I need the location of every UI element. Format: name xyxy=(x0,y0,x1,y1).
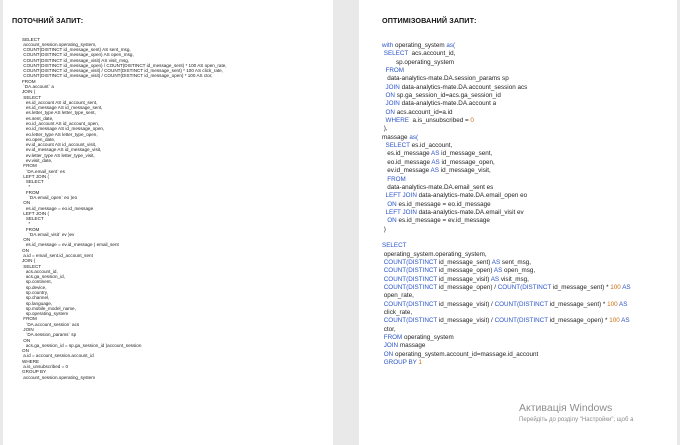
code-line: eo.id_message AS id_message_open, xyxy=(22,126,105,132)
code-line: SELECT xyxy=(22,263,42,269)
sql-keyword: SELECT xyxy=(382,242,407,250)
code-line xyxy=(382,167,631,175)
code-text: a.is_unsubscribed = xyxy=(408,117,471,125)
code-line xyxy=(382,201,631,209)
code-line: COUNT(DISTINCT id_message_visit) / COUNT(DISTINCT id_message_open) * 100 AS ctor, xyxy=(22,73,213,79)
code-line xyxy=(382,209,631,217)
code-line xyxy=(382,292,631,300)
code-line: FROM xyxy=(22,189,40,195)
code-line: `DA.account` a xyxy=(22,84,54,90)
code-line xyxy=(382,301,631,309)
sql-number: 1 xyxy=(418,359,423,367)
sql-keyword: ON xyxy=(387,200,397,208)
sql-keyword: COUNT(DISTINCT xyxy=(494,317,548,325)
code-line xyxy=(382,317,631,325)
document-page-current-query xyxy=(3,0,333,445)
sql-keyword: COUNT(DISTINCT xyxy=(383,258,438,266)
code-line: JOIN ( xyxy=(22,258,36,264)
code-line xyxy=(382,351,631,359)
code-text: data-analytics-mate.DA.account a xyxy=(399,100,497,108)
code-text: id_message_sent) xyxy=(437,258,492,266)
sql-keyword: FROM xyxy=(387,175,406,183)
code-line: FROM xyxy=(22,316,37,322)
code-text: eo.id_message xyxy=(382,158,432,166)
code-text: visit_msg, xyxy=(499,275,529,283)
code-line: * xyxy=(22,221,31,227)
code-line: LEFT JOIN ( xyxy=(22,210,49,216)
code-line xyxy=(382,234,631,242)
optimized-query-code xyxy=(382,42,631,367)
code-line xyxy=(382,192,631,200)
sql-keyword: ON xyxy=(385,108,395,116)
sql-keyword: AS xyxy=(621,317,630,325)
code-line: COUNT(DISTINCT id_message_open) / COUNT(DISTINCT id_message_sent) * 100 AS open_rate, xyxy=(22,62,227,68)
code-text: id_message_visit) / xyxy=(437,317,495,325)
code-line xyxy=(382,359,631,367)
code-line: `DA.email_sent` es xyxy=(22,168,65,174)
code-line xyxy=(382,159,631,167)
code-line xyxy=(382,284,631,292)
code-line: account_session.operating_system, xyxy=(22,41,97,47)
sql-keyword: COUNT(DISTINCT xyxy=(383,317,438,325)
code-line xyxy=(382,109,631,117)
sql-keyword: with xyxy=(382,42,394,49)
code-text: open_rate, xyxy=(382,292,414,300)
code-line: ev.id_message AS id_message_visit, xyxy=(22,147,102,153)
sql-keyword: ON xyxy=(387,217,397,225)
code-line xyxy=(382,84,631,92)
code-text: es.id_message = eo.id_message xyxy=(396,200,491,208)
code-line: ev.visit_date, xyxy=(22,157,53,163)
sql-keyword: AS xyxy=(491,258,501,266)
code-text: sp.operating_system xyxy=(382,58,455,66)
code-text: acs.account_id=a.id xyxy=(394,108,453,116)
code-line xyxy=(382,326,631,334)
code-line xyxy=(382,142,631,150)
code-line: `DA.session_params` sp xyxy=(22,332,77,338)
code-line: * xyxy=(22,184,31,190)
code-text: id_message_open) / xyxy=(437,283,498,291)
code-text: data-analytics-mate.DA.account_session acs xyxy=(399,83,528,91)
code-line xyxy=(382,117,631,125)
code-line xyxy=(382,184,631,192)
sql-keyword: as( xyxy=(446,42,456,49)
code-line: SELECT xyxy=(22,179,44,185)
watermark-title: Активація Windows xyxy=(519,402,613,414)
code-line: sp.country, xyxy=(22,290,48,295)
code-line xyxy=(382,75,631,83)
code-line: GROUP BY xyxy=(22,369,47,375)
code-line: account_session.operating_system xyxy=(22,374,96,380)
code-line: JOIN ( xyxy=(22,89,36,95)
code-text: id_message_sent) * xyxy=(551,283,611,291)
code-line: sp.device, xyxy=(22,284,47,290)
code-text: data-analytics-mate.DA.email_sent es xyxy=(382,183,494,191)
code-line xyxy=(382,259,631,267)
code-text: es.id_message xyxy=(382,150,432,158)
code-text: massage xyxy=(398,342,426,350)
code-line: es.id_message = eo.id_message xyxy=(22,205,94,211)
code-line: acs.ga_session_id = sp.ga_session_id )account_session xyxy=(22,342,142,348)
sql-keyword: COUNT(DISTINCT xyxy=(494,300,548,308)
sql-keyword: ON xyxy=(383,350,394,358)
code-line xyxy=(382,67,631,75)
code-line xyxy=(382,251,631,259)
code-line: es.id_message = ev.id_message ) email_sent xyxy=(22,242,119,248)
sql-keyword: COUNT(DISTINCT xyxy=(383,275,438,283)
code-text: id_message_open) xyxy=(437,267,494,275)
code-line: eo.open_date, xyxy=(22,136,56,142)
code-text: ), xyxy=(382,125,388,133)
sql-keyword: SELECT xyxy=(383,50,409,58)
code-line xyxy=(382,276,631,284)
sql-keyword: WHERE xyxy=(385,117,409,125)
sql-keyword: AS xyxy=(430,167,439,175)
code-line xyxy=(382,100,631,108)
code-line: COUNT(DISTINCT id_message_sent) AS sent_msg, xyxy=(22,47,131,53)
code-text: id_message_visit) / xyxy=(437,300,495,308)
code-line: JOIN xyxy=(22,326,34,332)
code-text: click_rate, xyxy=(382,309,413,316)
code-line: acs.ga_session_id, xyxy=(22,274,65,280)
code-text: operating_system xyxy=(393,42,447,49)
code-line: COUNT(DISTINCT id_message_visit) AS visit_msg, xyxy=(22,57,130,63)
code-line: es.id_message AS id_message_sent, xyxy=(22,105,103,111)
optimized-query-heading: ОПТИМІЗОВАНИЙ ЗАПИТ: xyxy=(382,16,477,25)
code-line: ON xyxy=(22,348,29,354)
code-line xyxy=(382,217,631,225)
code-line: a.is_unsubscribed = 0 xyxy=(22,363,69,369)
code-text: es.id_account, xyxy=(409,142,453,150)
code-line xyxy=(382,134,631,142)
code-line: a.id = account_session.account_id xyxy=(22,353,94,359)
code-line: ON xyxy=(22,337,31,343)
code-line xyxy=(382,50,631,58)
code-line xyxy=(382,334,631,342)
current-query-heading: ПОТОЧНИЙ ЗАПИТ: xyxy=(12,16,84,25)
windows-activation-watermark xyxy=(519,402,633,423)
code-line xyxy=(382,150,631,158)
code-text: ctor, xyxy=(382,325,396,333)
code-line xyxy=(382,267,631,275)
sql-keyword: COUNT(DISTINCT xyxy=(497,283,552,291)
sql-keyword: COUNT(DISTINCT xyxy=(383,300,438,308)
watermark-subtitle: Перейдіть до розділу "Настройки", щоб а xyxy=(519,417,634,423)
sql-keyword: AS xyxy=(493,267,503,275)
code-text: id_message_sent, xyxy=(439,150,493,158)
code-text: operating_system.account_id=massage.id_account xyxy=(393,350,539,358)
code-text: id_message_visit, xyxy=(438,167,491,175)
code-line: LEFT JOIN ( xyxy=(22,173,49,179)
code-line: ev.id_account AS id_account_visit, xyxy=(22,142,97,148)
code-text: open_msg, xyxy=(502,267,536,275)
sql-keyword: GROUP BY xyxy=(383,359,417,367)
sql-keyword: AS xyxy=(490,275,500,283)
code-text: ev.id_message xyxy=(382,167,431,175)
code-line: sp.operating_system xyxy=(22,311,69,317)
code-line xyxy=(382,92,631,100)
code-text: data-analytics-mate.DA.email_visit ev xyxy=(416,208,524,216)
code-line xyxy=(382,59,631,67)
code-line: COUNT(DISTINCT id_message_visit) / COUNT(DISTINCT id_message_sent) * 100 AS click_rate, xyxy=(22,68,223,74)
code-line: ON xyxy=(22,237,31,243)
sql-keyword: AS xyxy=(431,158,440,166)
code-text: operating_system.operating_system, xyxy=(382,250,487,258)
code-line: WHERE xyxy=(22,358,40,364)
sql-keyword: FROM xyxy=(383,334,403,342)
sql-keyword: COUNT(DISTINCT xyxy=(383,267,438,275)
code-line xyxy=(382,125,631,133)
code-text: sent_msg, xyxy=(500,258,531,266)
current-query-code xyxy=(22,37,227,380)
sql-number: 100 xyxy=(610,283,621,291)
code-line: es.sent_date, xyxy=(22,115,54,121)
code-line xyxy=(382,226,631,234)
code-line: SELECT xyxy=(22,216,44,222)
sql-keyword: LEFT JOIN xyxy=(385,208,417,216)
code-line: acs.account_id, xyxy=(22,268,58,274)
sql-keyword: LEFT JOIN xyxy=(385,192,417,200)
code-text: id_message_open) * xyxy=(547,317,610,325)
code-text: massage xyxy=(382,133,410,141)
sql-keyword: ON xyxy=(385,92,395,100)
code-line: sp.language, xyxy=(22,300,53,306)
code-line: eo.id_account AS id_account_open, xyxy=(22,121,100,126)
code-line: FROM xyxy=(22,226,40,232)
code-line xyxy=(382,176,631,184)
code-line xyxy=(382,242,631,250)
code-line: ON xyxy=(22,247,29,253)
sql-keyword: JOIN xyxy=(383,342,399,350)
code-text: id_message_sent) * xyxy=(547,300,608,308)
code-line xyxy=(382,342,631,350)
code-line: `DA.email_open` eo )eo xyxy=(22,194,78,200)
code-line: SELECT xyxy=(22,94,42,100)
sql-keyword: FROM xyxy=(385,67,405,75)
code-text: data-analytics-mate.DA.email_open eo xyxy=(416,192,528,200)
sql-keyword: JOIN xyxy=(385,100,400,108)
code-line: eo.letter_type AS letter_type_open, xyxy=(22,131,98,137)
code-line: es.letter_type AS letter_type_sent, xyxy=(22,110,96,116)
code-text: data-analytics-mate.DA.session_params sp xyxy=(382,75,509,83)
code-line: FROM xyxy=(22,163,37,169)
code-line: a.id = email_sent.id_account_sent xyxy=(22,253,93,259)
code-line: COUNT(DISTINCT id_message_open) AS open_msg, xyxy=(22,52,134,58)
code-line: es.id_account AS id_account_sent, xyxy=(22,99,98,105)
code-line: SELECT xyxy=(22,36,40,42)
code-text: es.id_message = ev.id_message xyxy=(396,217,490,225)
code-line xyxy=(382,309,631,317)
code-text: id_message_visit) xyxy=(437,275,491,283)
code-line: `DA.account_session` acs xyxy=(22,321,80,327)
code-line: ON xyxy=(22,200,31,206)
sql-keyword: AS xyxy=(622,283,631,291)
sql-number: 100 xyxy=(607,300,618,308)
code-line: sp.channel, xyxy=(22,295,50,301)
sql-keyword: as( xyxy=(409,133,419,141)
sql-keyword: SELECT xyxy=(385,142,410,150)
code-text: sp.ga_session_id=acs.ga_session_id xyxy=(394,92,501,100)
sql-keyword: AS xyxy=(431,150,440,158)
code-line: sp.mobile_model_name, xyxy=(22,305,76,311)
code-line: ev.letter_type AS letter_type_visit, xyxy=(22,152,95,158)
code-line xyxy=(382,42,631,50)
code-text: ) xyxy=(382,225,386,233)
code-line: FROM xyxy=(22,78,36,84)
sql-number: 0 xyxy=(470,117,474,125)
code-text: acs.account_id, xyxy=(408,50,456,58)
code-line: `DA.email_visit` ev )ev xyxy=(22,231,75,237)
sql-number: 100 xyxy=(609,317,620,325)
code-text: operating_system xyxy=(402,334,454,342)
sql-keyword: JOIN xyxy=(385,83,400,91)
document-page-optimized-query xyxy=(359,0,677,445)
code-text: id_message_open, xyxy=(439,158,495,166)
sql-keyword: COUNT(DISTINCT xyxy=(383,283,438,291)
sql-keyword: AS xyxy=(619,300,628,308)
code-line: sp.continent, xyxy=(22,279,52,285)
